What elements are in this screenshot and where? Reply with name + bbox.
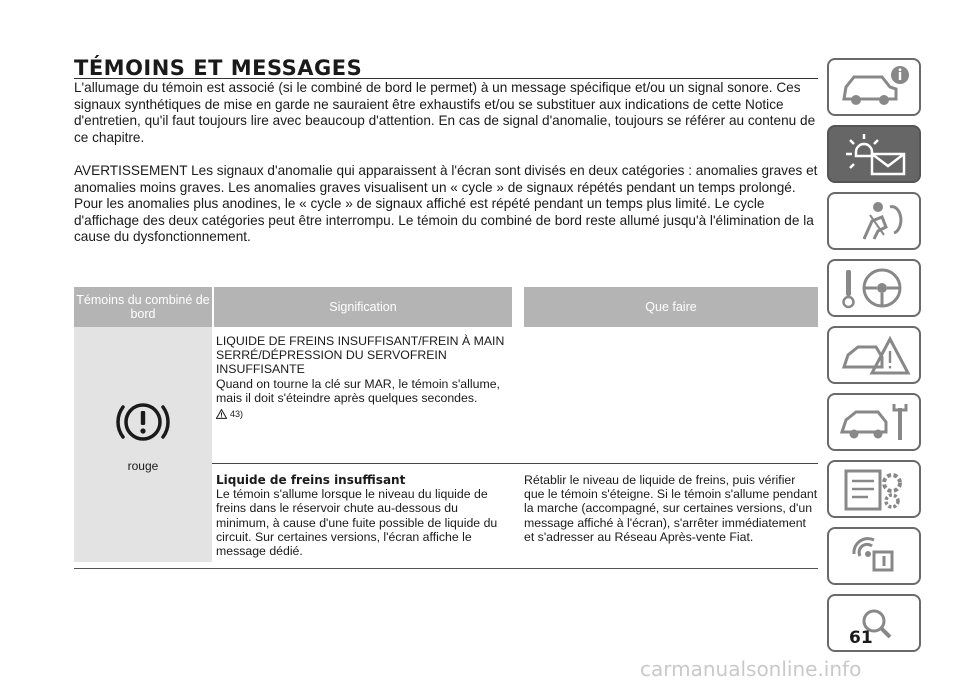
row2-text: Le témoin s'allume lorsque le niveau du liquide de freins dans le réservoir chute au-dessous du minimum, à cause d'une fuite possible de liquide du circuit. Sur certaines versions, l'écran affiche le message dédié. — [216, 487, 498, 559]
page-title: TÉMOINS ET MESSAGES — [74, 56, 363, 80]
warning-reference-number: 43) — [230, 409, 244, 420]
airbag-safety-icon — [834, 197, 914, 245]
row2-title: Liquide de freins insuffisant — [216, 473, 406, 487]
warning-lights-messages-icon — [834, 130, 914, 178]
tab-maintenance[interactable] — [827, 393, 921, 451]
lamp-cell — [74, 327, 212, 562]
brake-warning-icon — [114, 393, 172, 451]
tab-multimedia[interactable] — [827, 527, 921, 585]
header-lamp: Témoins du combiné de bord — [74, 287, 212, 327]
table-row — [212, 464, 818, 568]
tab-emergency[interactable] — [827, 326, 921, 384]
title-divider — [74, 78, 818, 79]
header-meaning: Signification — [214, 287, 512, 327]
chapter-tabs — [827, 58, 925, 661]
multimedia-icon — [834, 532, 914, 580]
row1-text: Quand on tourne la clé sur MAR, le témoin s'allume, mais il doit s'éteindre après quelques secondes. — [216, 376, 500, 405]
watermark: carmanualsonline.info — [640, 657, 862, 681]
emergency-triangle-icon — [834, 331, 914, 379]
tab-safety[interactable] — [827, 192, 921, 250]
intro-paragraph: L'allumage du témoin est associé (si le combiné de bord le permet) à un message spécifique et/ou un signal sonore. Ces signaux synthétiques de mise en garde ne sauraient être exhaustifs et/ou se substituer aux indications de cette Notice d'entretien, qu'il faut toujours lire avec beaucoup d'attention. En cas de signal d'anomalie, toujours se référer au contenu de ce chapitre. — [74, 80, 816, 145]
warning-lights-table — [74, 287, 818, 569]
car-info-icon — [834, 63, 914, 111]
warning-triangle-icon — [216, 409, 227, 419]
tab-car-info[interactable] — [827, 58, 921, 116]
table-row — [212, 327, 818, 464]
row1-heading: LIQUIDE DE FREINS INSUFFISANT/FREIN À MAIN SERRÉ/DÉPRESSION DU SERVOFREIN INSUFFISANTE — [216, 334, 505, 377]
warning-paragraph: AVERTISSEMENT Les signaux d'anomalie qui apparaissent à l'écran sont divisés en deux catégories : anomalies graves et anomalies moins graves. Les anomalies graves visualisent un « cycle » de signaux répétés pendant un temps prolongé. Pour les anomalies plus anodines, le « cycle » de signaux affiché est répété pendant un temps plus limité. Le cycle d'affichage des deux catégories peut être interrompu. Le témoin du combiné de bord reste allumé jusqu'à l'élimination de la cause du dysfonctionnement. — [74, 163, 818, 244]
lamp-color-label: rouge — [127, 459, 159, 473]
tab-alphabetical-index[interactable] — [827, 594, 921, 652]
row2-meaning — [212, 464, 512, 568]
table-rows — [212, 327, 818, 568]
alphabetical-index-icon — [834, 599, 914, 647]
tab-starting-driving[interactable] — [827, 259, 921, 317]
table-header — [74, 287, 818, 327]
row2-action: Rétablir le niveau de liquide de freins, puis vérifier que le témoin s'éteigne. Si le témoin s'allume pendant la marche (accompagné, sur certaines versions, d'un message affiché à l'écran), s'arrêter immédiatement et s'adresser au Réseau Après-vente Fiat. — [524, 473, 818, 544]
row1-action — [512, 327, 818, 463]
tab-warning-lights[interactable] — [827, 125, 921, 183]
technical-data-gears-icon — [834, 465, 914, 513]
header-action: Que faire — [524, 287, 818, 327]
tab-technical-data[interactable] — [827, 460, 921, 518]
table-body — [74, 327, 818, 569]
row1-meaning — [212, 327, 512, 463]
car-maintenance-wrench-icon — [834, 398, 914, 446]
warning-reference — [216, 407, 512, 421]
page-number: 61 — [849, 628, 873, 648]
steering-wheel-key-icon — [834, 264, 914, 312]
